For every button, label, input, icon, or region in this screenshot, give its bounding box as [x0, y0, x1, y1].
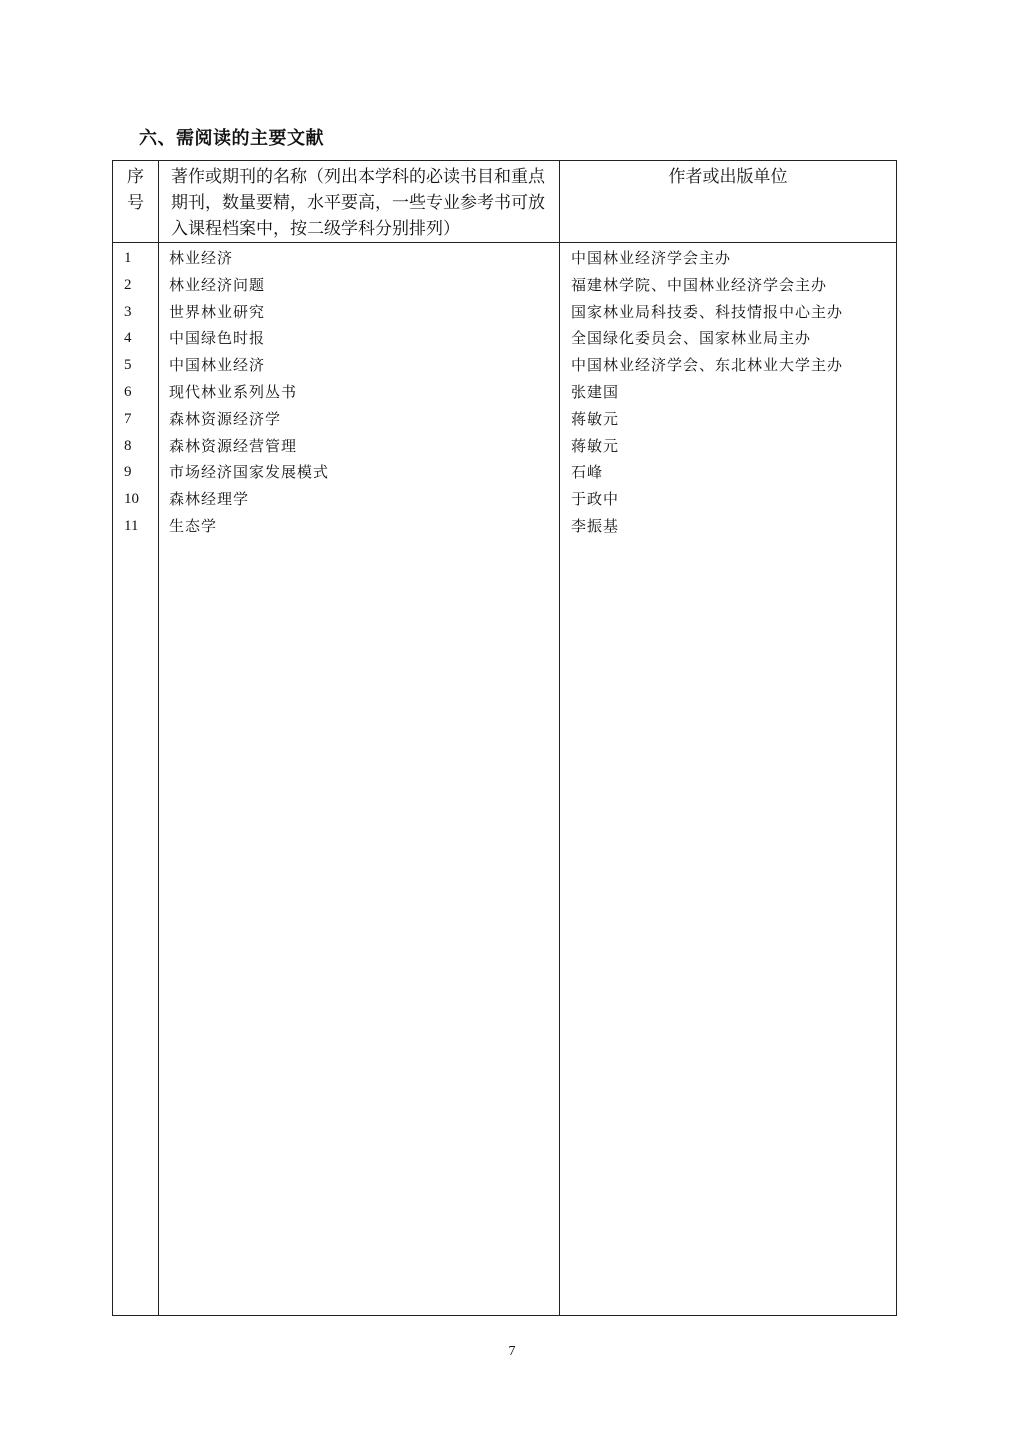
row-author: 张建国	[571, 382, 620, 401]
row-author: 中国林业经济学会主办	[571, 249, 732, 267]
row-number: 8	[124, 437, 132, 454]
row-author: 蒋敏元	[571, 409, 620, 428]
table-row	[113, 299, 896, 326]
row-author: 蒋敏元	[571, 436, 620, 455]
row-title: 森林资源经营管理	[169, 436, 298, 455]
section-heading: 六、需阅读的主要文献	[139, 128, 324, 149]
references-table	[112, 160, 897, 1316]
header-author-publisher: 作者或出版单位	[668, 167, 788, 187]
row-title: 现代林业系列丛书	[169, 382, 298, 401]
row-title: 市场经济国家发展模式	[169, 463, 330, 482]
row-title: 森林经理学	[169, 490, 250, 509]
row-author: 于政中	[571, 490, 620, 509]
row-number: 10	[124, 491, 139, 508]
table-row	[113, 272, 896, 299]
row-title: 林业经济问题	[169, 275, 266, 294]
page-number: 7	[508, 1344, 516, 1359]
table-row	[113, 379, 896, 406]
header-serial-number-line2: 号	[127, 193, 144, 213]
row-title: 森林资源经济学	[169, 409, 282, 428]
row-number: 1	[124, 250, 132, 266]
table-row	[113, 513, 896, 540]
header-work-title: 著作或期刊的名称（列出本学科的必读书目和重点期刊，数量要精，水平要高，一些专业参考书可放入课程档案中，按二级学科分别排列）	[171, 167, 545, 239]
table-row	[113, 325, 896, 352]
row-number: 6	[124, 383, 132, 400]
row-number: 4	[124, 330, 132, 347]
row-number: 11	[124, 517, 139, 534]
row-title: 中国绿色时报	[169, 329, 266, 348]
row-number: 2	[124, 276, 132, 293]
row-title: 林业经济	[169, 249, 234, 267]
table-row	[113, 486, 896, 513]
row-author: 国家林业局科技委、科技情报中心主办	[571, 302, 844, 321]
header-serial-number	[113, 164, 158, 216]
row-author: 李振基	[571, 516, 620, 535]
row-author: 石峰	[571, 463, 604, 482]
row-author: 全国绿化委员会、国家林业局主办	[571, 329, 812, 348]
row-title: 中国林业经济	[169, 356, 266, 375]
table-row	[113, 245, 896, 272]
row-title: 世界林业研究	[169, 302, 266, 321]
row-number: 3	[124, 303, 132, 320]
row-number: 5	[124, 357, 132, 374]
table-row	[113, 459, 896, 486]
header-divider	[113, 242, 896, 243]
row-author: 福建林学院、中国林业经济学会主办	[571, 275, 828, 294]
row-number: 9	[124, 464, 132, 481]
table-body	[113, 245, 896, 540]
table-row	[113, 433, 896, 460]
row-author: 中国林业经济学会、东北林业大学主办	[571, 356, 844, 375]
header-serial-number-line1: 序	[127, 167, 144, 187]
row-title: 生态学	[169, 516, 218, 535]
table-row	[113, 406, 896, 433]
row-number: 7	[124, 410, 132, 427]
table-row	[113, 352, 896, 379]
